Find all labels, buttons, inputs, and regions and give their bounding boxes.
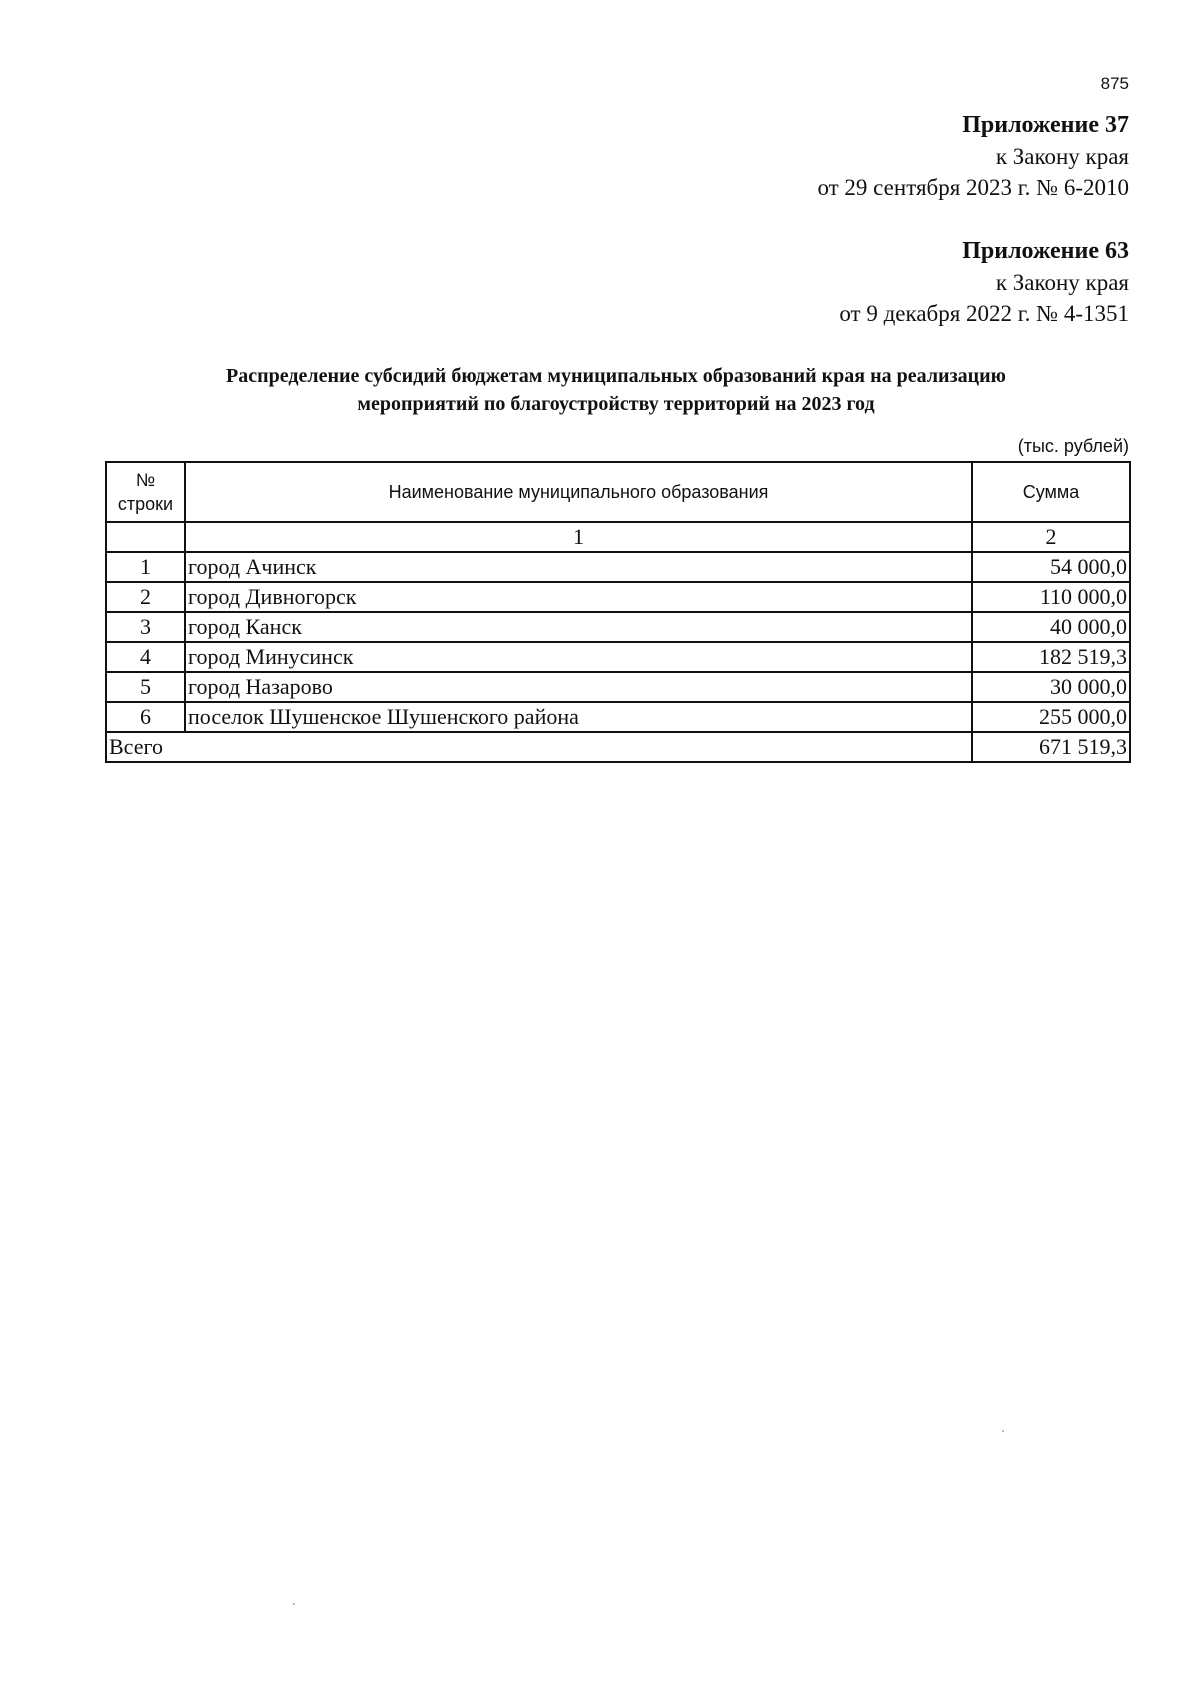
scan-speck [293,1603,295,1605]
row-sum: 255 000,0 [972,702,1130,732]
annex-original-law: к Закону края [995,270,1129,295]
header-row-number-sign: № [135,470,156,490]
row-sum: 182 519,3 [972,642,1130,672]
table-row [106,582,1130,612]
header-row-number-word: строки [117,494,174,514]
document-title-line-1: Распределение субсидий бюджетам муниципальных образований края на реализацию [226,365,1006,387]
column-index-sum: 2 [972,522,1130,552]
table-row [106,702,1130,732]
table-row [106,642,1130,672]
row-sum: 54 000,0 [972,552,1130,582]
row-municipality: город Канск [185,612,972,642]
annex-original-date: от 9 декабря 2022 г. № 4-1351 [839,301,1129,326]
units-label: (тыс. рублей) [1017,436,1129,456]
document-title-line-2: мероприятий по благоустройству территорий на 2023 год [357,393,875,415]
document-title [96,362,1136,418]
row-sum: 110 000,0 [972,582,1130,612]
total-label: Всего [106,732,972,762]
annex-original [839,236,1129,329]
annex-current-law: к Закону края [995,144,1129,169]
subsidies-table [105,461,1131,763]
table-row [106,672,1130,702]
row-number: 1 [106,552,185,582]
table-row [106,552,1130,582]
column-index-row [106,522,1130,552]
row-sum: 30 000,0 [972,672,1130,702]
row-municipality: город Дивногорск [185,582,972,612]
total-sum: 671 519,3 [972,732,1130,762]
table-header-row [106,462,1130,522]
header-municipality: Наименование муниципального образования [185,462,972,522]
column-index-num [106,522,185,552]
table-row [106,612,1130,642]
annex-current-title: Приложение 37 [962,112,1129,138]
row-sum: 40 000,0 [972,612,1130,642]
row-number: 4 [106,642,185,672]
annex-current [817,110,1129,203]
row-number: 2 [106,582,185,612]
row-municipality: город Минусинск [185,642,972,672]
header-sum: Сумма [972,462,1130,522]
row-number: 6 [106,702,185,732]
column-index-name: 1 [185,522,972,552]
total-row [106,732,1130,762]
row-municipality: поселок Шушенское Шушенского района [185,702,972,732]
row-municipality: город Назарово [185,672,972,702]
annex-original-title: Приложение 63 [962,238,1129,264]
scan-speck [1002,1430,1004,1432]
row-municipality: город Ачинск [185,552,972,582]
row-number: 5 [106,672,185,702]
header-row-number [106,462,185,522]
page-number: 875 [1100,74,1129,93]
row-number: 3 [106,612,185,642]
annex-current-date: от 29 сентября 2023 г. № 6-2010 [817,175,1129,200]
